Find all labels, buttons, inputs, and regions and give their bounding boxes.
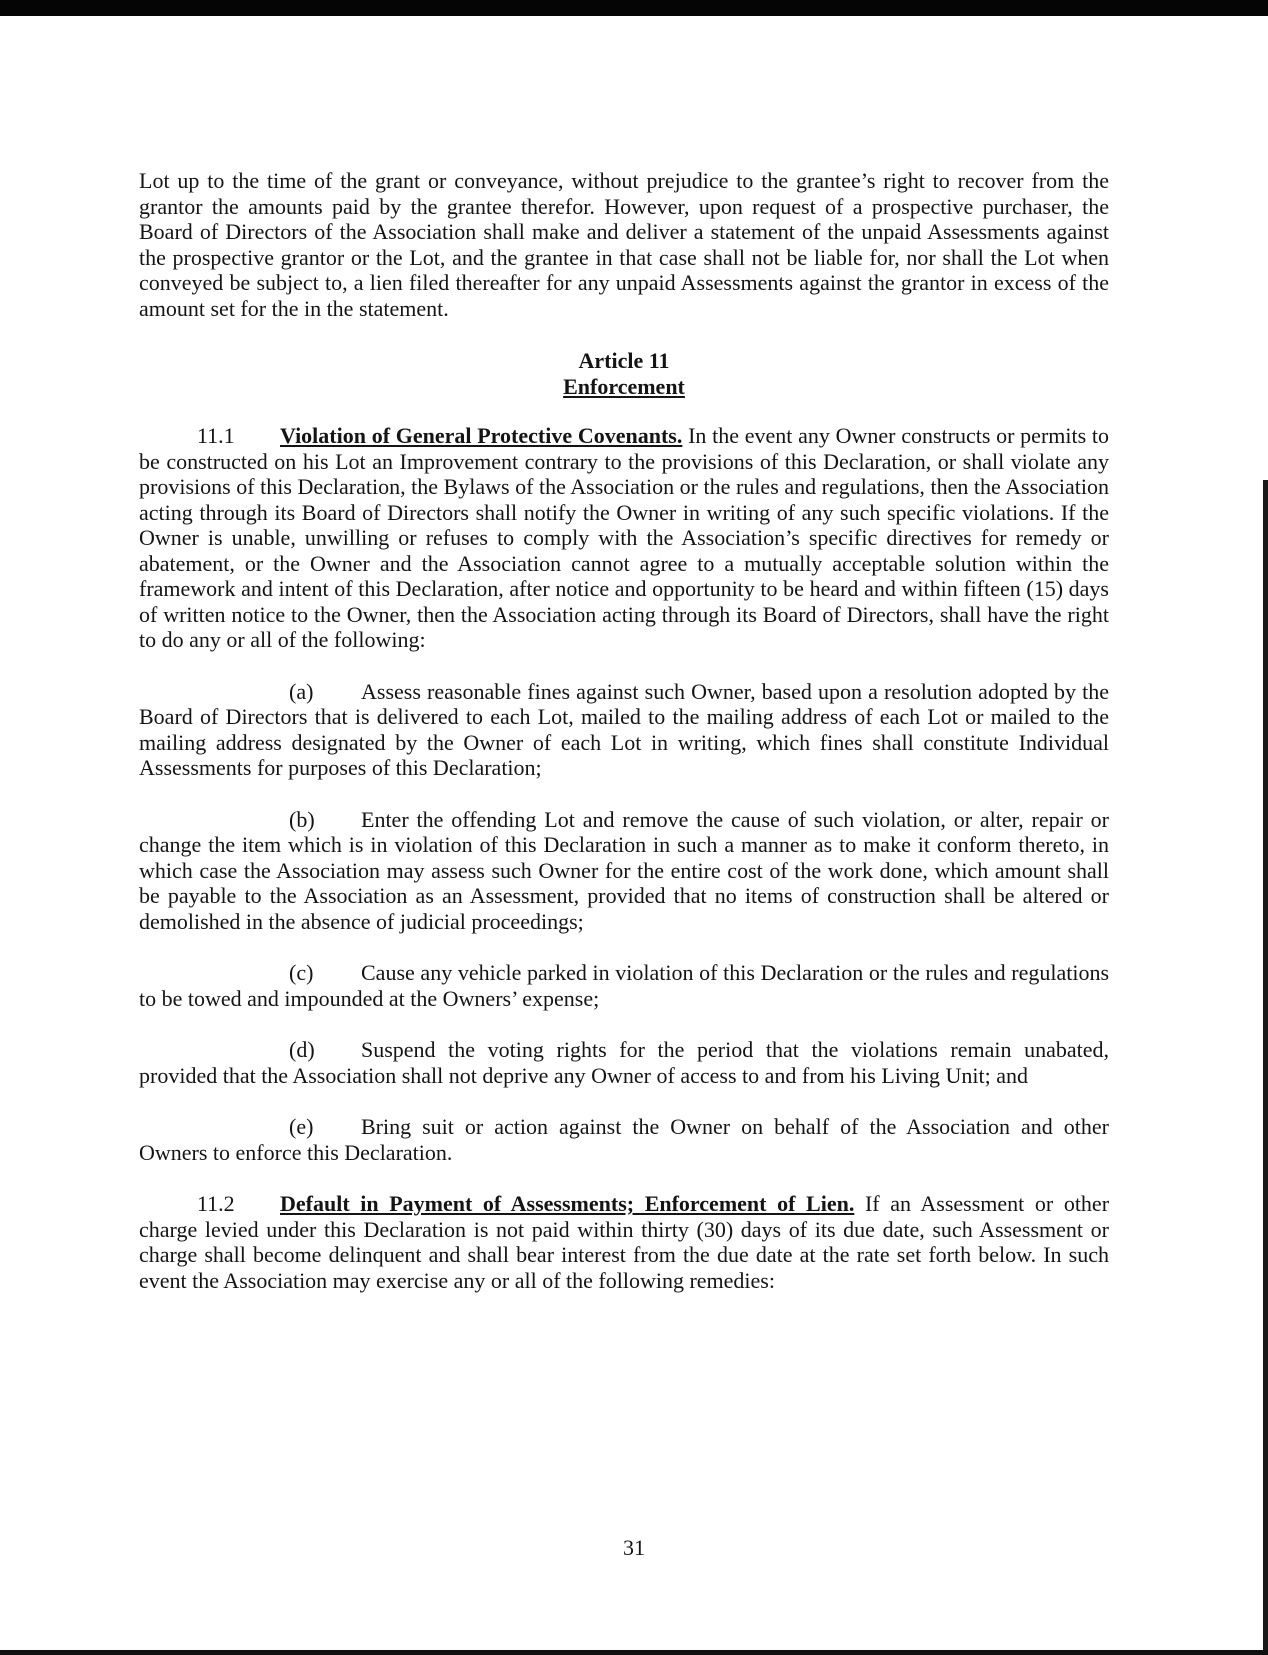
list-item-b [139,807,1109,935]
item-label: (e) [289,1114,314,1139]
item-label: (c) [289,960,314,985]
item-label: (d) [289,1037,315,1062]
scan-top-border [0,0,1268,16]
item-label: (b) [289,806,315,832]
section-11-1 [139,423,1109,653]
section-text: If an Assessment or other charge levied under this Declaration is not paid within thirty (30) days of its due date, such Assessment or charge shall become delinquent and shall bear interest from the due date at the rate set forth below. In such event the Association may exercise any or all of the following remedies: [139,1191,1110,1293]
section-11-2 [139,1191,1109,1293]
section-number: 11.2 [197,1191,235,1216]
item-text: Bring suit or action against the Owner on behalf of the Association and other Owners to enforce this Declaration. [139,1114,1109,1165]
item-text: Assess reasonable fines against such Owner, based upon a resolution adopted by the Board of Directors that is delivered to each Lot, mailed to the mailing address of each Lot or mailed to the mailing address designated by the Owner of each Lot in writing, which fines shall constitute Individual Assessments for purposes of this Declaration; [139,678,1109,780]
list-item-e [139,1114,1109,1165]
article-title: Enforcement [563,373,685,399]
intro-paragraph: Lot up to the time of the grant or conveyance, without prejudice to the grantee’s right to recover from the grantor the amounts paid by the grantee therefor. However, upon request of a prospective purchaser, the Board of Directors of the Association shall make and deliver a statement of the unpaid Assessments against the prospective grantor or the Lot, and the grantee in that case shall not be liable for, nor shall the Lot when conveyed be subject to, a lien filed thereafter for any unpaid Assessments against the grantor in excess of the amount set for the in the statement. [139,168,1109,321]
section-title: Default in Payment of Assessments; Enforcement of Lien. [280,1191,855,1216]
section-title: Violation of General Protective Covenants. [280,423,683,448]
section-text: In the event any Owner constructs or permits to be constructed on his Lot an Improvement contrary to the provisions of this Declaration, or shall violate any provisions of this Declaration, the Bylaws of the Association or the rules and regulations, then the Association acting through its Board of Directors shall notify the Owner in writing of any such specific violations. If the Owner is unable, unwilling or refuses to comply with the Association’s specific directives for remedy or abatement, or the Owner and the Association cannot agree to a mutually acceptable solution within the framework and intent of this Declaration, after notice and opportunity to be heard and within fifteen (15) days of written notice to the Owner, then the Association acting through its Board of Directors, shall have the right to do any or all of the following: [139,423,1110,652]
article-number: Article 11 [578,348,670,373]
page-number: 31 [623,1535,645,1560]
list-item-a [139,679,1109,781]
item-text: Suspend the voting rights for the period that the violations remain unabated, provided that the Association shall not deprive any Owner of access to and from his Living Unit; and [139,1037,1109,1088]
item-text: Cause any vehicle parked in violation of this Declaration or the rules and regulations to be towed and impounded at the Owners’ expense; [139,960,1109,1011]
section-number: 11.1 [197,423,235,448]
scan-right-edge [1263,480,1268,1650]
list-item-d [139,1037,1109,1088]
item-label: (a) [289,678,314,704]
article-heading [139,348,1109,399]
document-page [139,168,1109,1319]
list-item-c [139,960,1109,1011]
scan-bottom-border [0,1650,1268,1655]
item-text: Enter the offending Lot and remove the cause of such violation, or alter, repair or change the item which is in violation of this Declaration in such a manner as to make it conform thereto, in which case the Association may assess such Owner for the entire cost of the work done, which amount shall be payable to the Association as an Assessment, provided that no items of construction shall be altered or demolished in the absence of judicial proceedings; [139,806,1109,934]
